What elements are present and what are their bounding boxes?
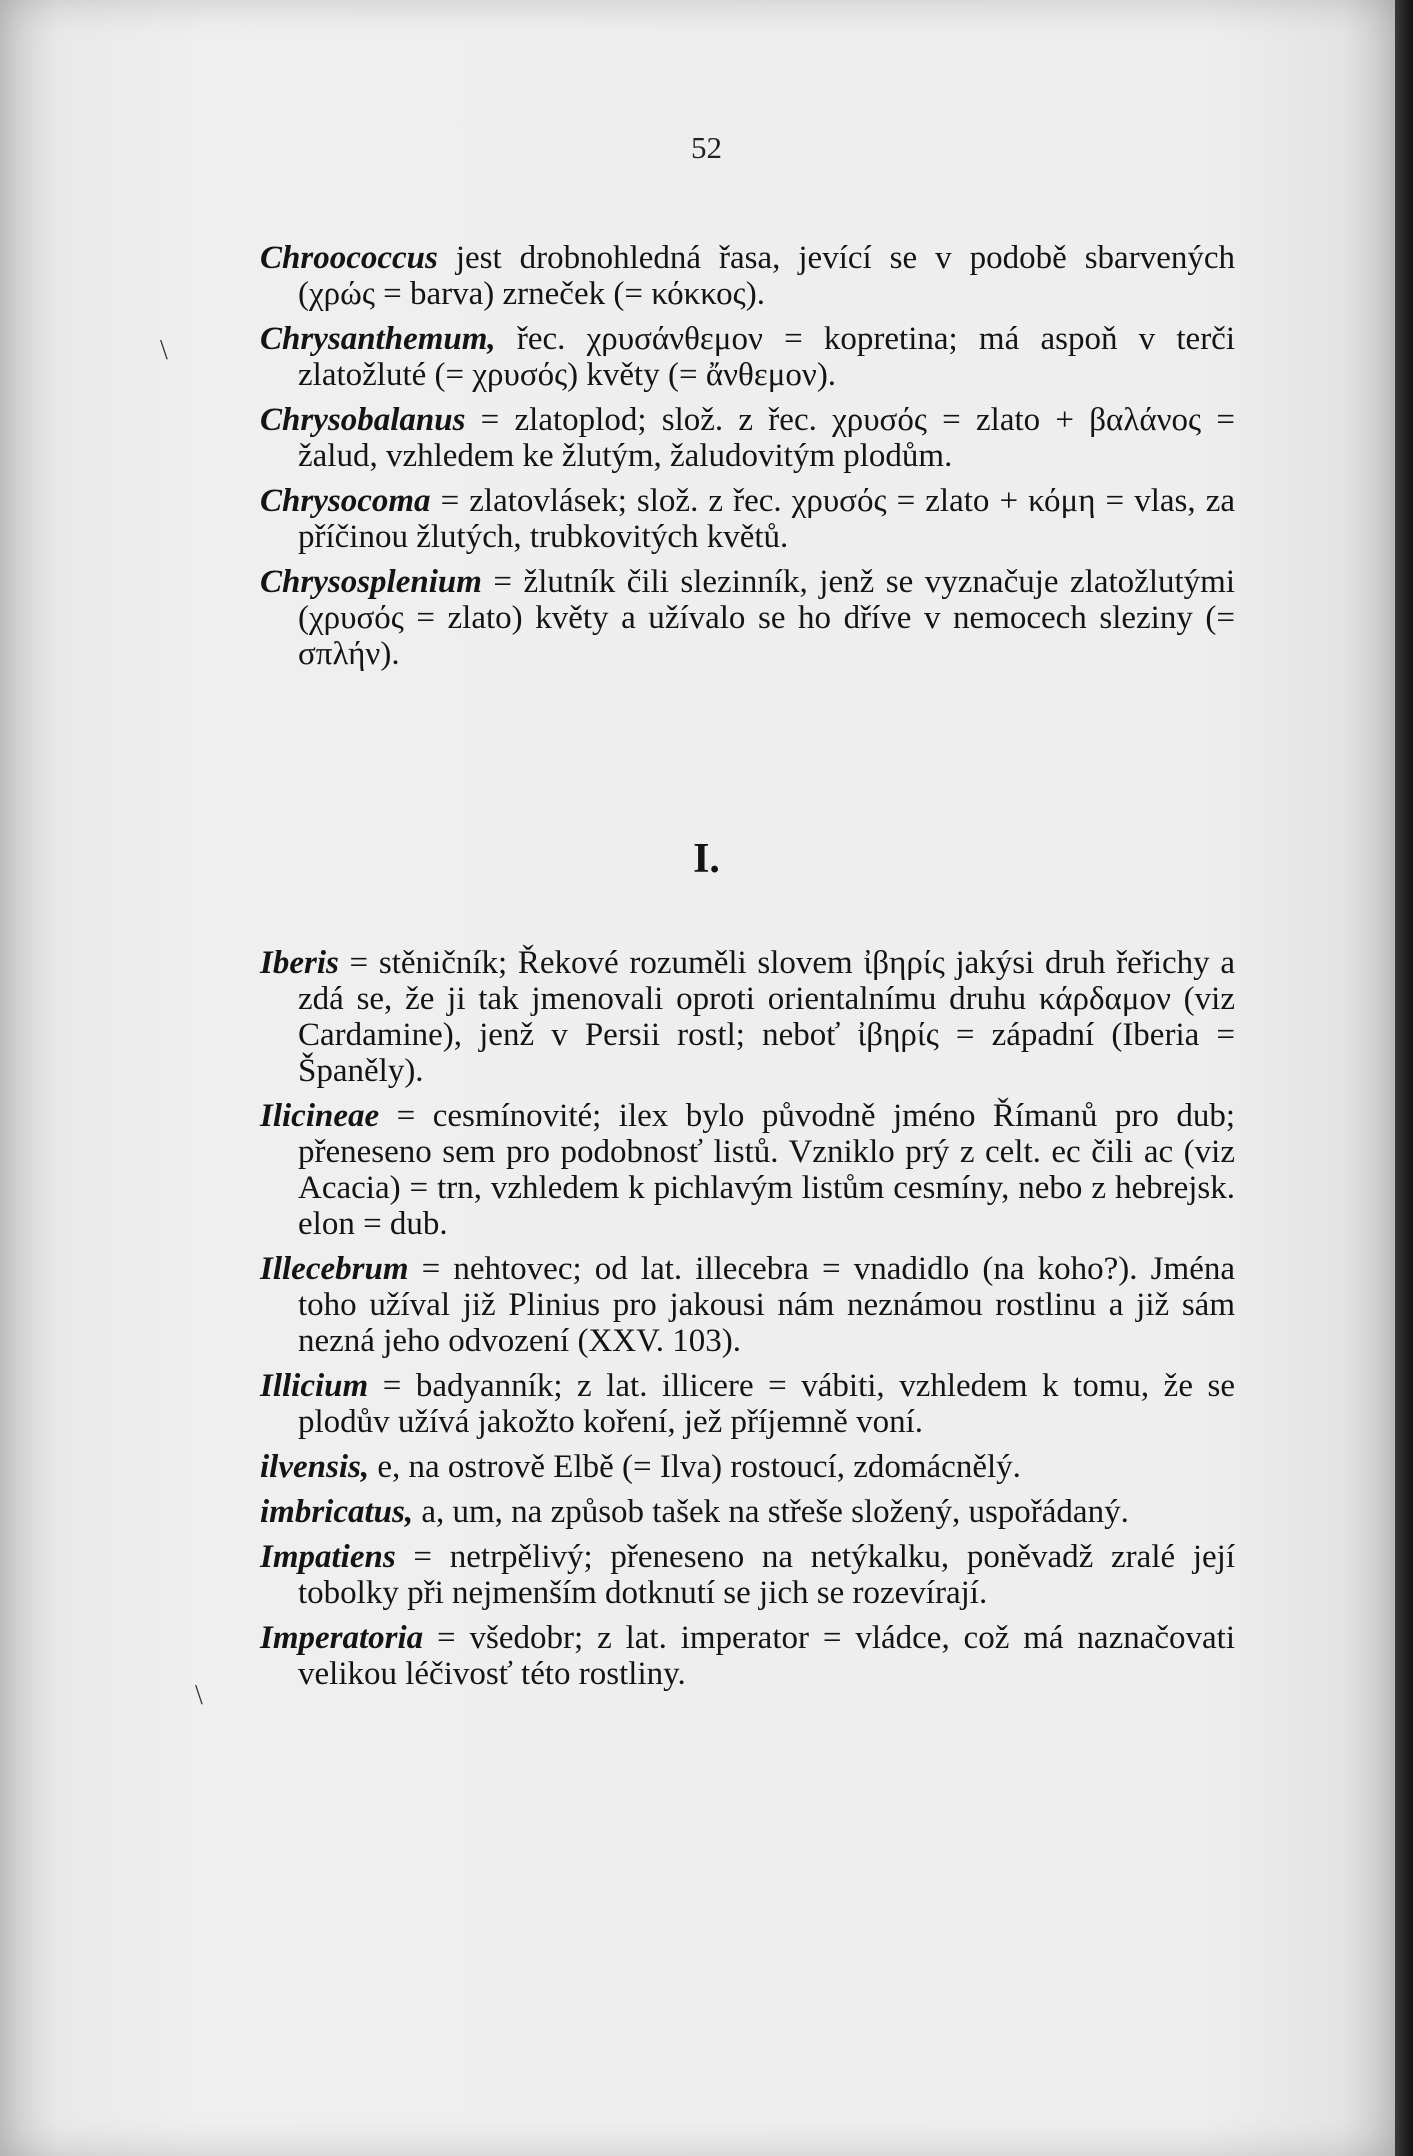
- entry-term: Chrysosplenium: [260, 564, 482, 600]
- margin-mark: \: [160, 335, 168, 366]
- entry-chroococcus: [260, 240, 1235, 312]
- margin-mark: \: [195, 1680, 203, 1711]
- entry-text: jest drobnohledná řasa, jevící se v podobě sbarvených (χρώς = barva) zrneček (= κόκκος).: [298, 240, 1235, 312]
- entry-term: imbricatus,: [260, 1494, 414, 1530]
- entry-text: = stěničník; Řekové rozuměli slovem ἰβηρίς jakýsi druh řeřichy a zdá se, že ji tak jmenovali oproti orientalnímu druhu κάρδαμον (viz Cardamine), jenž v Persii rostl; neboť ἰβηρίς = západní (Iberia = Španěly).: [298, 945, 1235, 1089]
- entry-term: Chrysanthemum,: [260, 321, 496, 357]
- entry-text: = cesmínovité; ilex bylo původně jméno Římanů pro dub; přeneseno sem pro podobnosť listů. Vzniklo prý z celt. ec čili ac (viz Acacia) = trn, vzhledem k pichlavým listům cesmíny, nebo z hebrejsk. elon = dub.: [298, 1098, 1235, 1242]
- entry-illecebrum: [260, 1251, 1235, 1359]
- entry-text: e, na ostrově Elbě (= Ilva) rostoucí, zdomácnělý.: [369, 1449, 1021, 1485]
- entry-term: Imperatoria: [260, 1620, 424, 1656]
- entry-term: Impatiens: [260, 1539, 396, 1575]
- entry-ilicineae: [260, 1098, 1235, 1242]
- entry-term: Illecebrum: [260, 1251, 409, 1287]
- entry-term: Chrysobalanus: [260, 402, 466, 438]
- page-edge: [1395, 0, 1413, 2156]
- page-number: 52: [691, 130, 722, 165]
- entry-chrysobalanus: [260, 402, 1235, 474]
- entry-term: Chroococcus: [260, 240, 438, 276]
- entry-chrysocoma: [260, 483, 1235, 555]
- entries-i-section: [260, 945, 1235, 1701]
- entry-term: Iberis: [260, 945, 339, 981]
- entry-text: = žlutník čili slezinník, jenž se vyznačuje zlatožlutými (χρυσός = zlato) květy a užívalo se ho dříve v nemocech sleziny (= σπλήν).: [298, 564, 1235, 672]
- entry-text: řec. χρυσάνθεμον = kopretina; má aspoň v terči zlatožluté (= χρυσός) květy (= ἄνθεμον).: [298, 321, 1235, 393]
- entry-text: = zlatoplod; slož. z řec. χρυσός = zlato + βαλάνος = žalud, vzhledem ke žlutým, žaludovitým plodům.: [298, 402, 1235, 474]
- entry-text: = badyanník; z lat. illicere = vábiti, vzhledem k tomu, že se plodův užívá jakožto koření, jež příjemně voní.: [298, 1368, 1235, 1440]
- entry-term: ilvensis,: [260, 1449, 370, 1485]
- entry-iberis: [260, 945, 1235, 1089]
- entry-ilvensis: [260, 1449, 1235, 1485]
- entry-term: Illicium: [260, 1368, 369, 1404]
- entry-text: a, um, na způsob tašek na střeše složený, uspořádaný.: [413, 1494, 1129, 1530]
- entry-impatiens: [260, 1539, 1235, 1611]
- section-heading: I.: [693, 836, 720, 882]
- entry-text: = zlatovlásek; slož. z řec. χρυσός = zlato + κόμη = vlas, za příčinou žlutých, trubkovitých květů.: [298, 483, 1235, 555]
- entry-text: = netrpělivý; přeneseno na netýkalku, poněvadž zralé její tobolky při nejmenším dotknutí se jich se rozevírají.: [298, 1539, 1235, 1611]
- entry-chrysanthemum: [260, 321, 1235, 393]
- entry-imperatoria: [260, 1620, 1235, 1692]
- entry-text: = nehtovec; od lat. illecebra = vnadidlo (na koho?). Jména toho užíval již Plinius pro jakousi nám neznámou rostlinu a již sám nezná jeho odvození (XXV. 103).: [298, 1251, 1235, 1359]
- entry-term: Ilicineae: [260, 1098, 380, 1134]
- entry-term: Chrysocoma: [260, 483, 431, 519]
- entry-text: = všedobr; z lat. imperator = vládce, což má naznačovati velikou léčivosť této rostliny.: [298, 1620, 1235, 1692]
- entry-chrysosplenium: [260, 564, 1235, 672]
- entry-imbricatus: [260, 1494, 1235, 1530]
- entry-illicium: [260, 1368, 1235, 1440]
- entries-c-section: [260, 240, 1235, 681]
